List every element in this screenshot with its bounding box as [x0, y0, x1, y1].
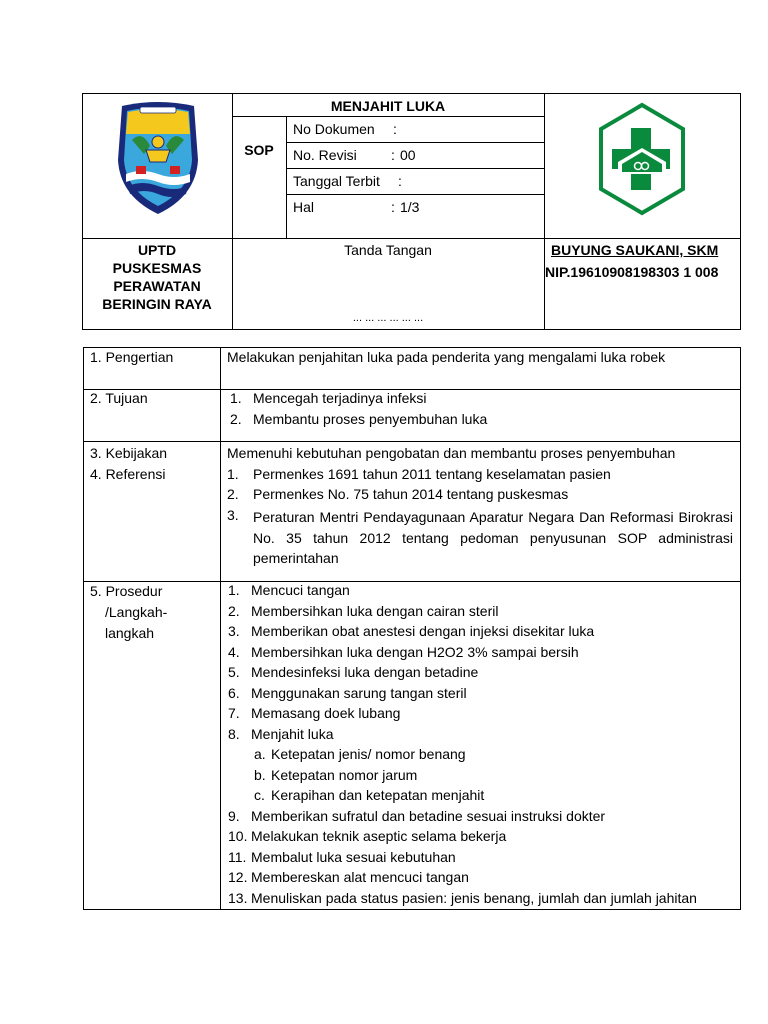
prosedur-item [228, 642, 738, 663]
prosedur-item-number: 5. [228, 664, 240, 680]
prosedur-item-number: 13. [228, 889, 248, 906]
field-hal-sep: : [391, 199, 395, 215]
header-divider [286, 168, 544, 169]
section-label-kebijakan: 3. Kebijakan [90, 445, 168, 461]
body-divider [220, 347, 221, 910]
prosedur-sub-item [228, 744, 738, 765]
prosedur-item-number: 3. [228, 623, 240, 639]
tujuan-num: 2. [230, 411, 242, 427]
referensi-item: Permenkes No. 75 tahun 2014 tentang puskesmas [253, 486, 569, 502]
signature-dots: ... ... ... ... ... ... [352, 312, 424, 324]
sop-label: SOP [244, 142, 274, 158]
section-label-referensi: 4. Referensi [90, 466, 166, 482]
pengertian-text: Melakukan penjahitan luka pada penderita yang mengalami luka robek [227, 349, 666, 365]
header-divider [232, 116, 544, 117]
prosedur-item-text: Memasang doek lubang [251, 705, 401, 721]
prosedur-item [228, 888, 738, 909]
kebijakan-text: Memenuhi kebutuhan pengobatan dan membantu proses penyembuhan [227, 445, 676, 461]
body-divider [83, 441, 741, 442]
field-tanggal-terbit-sep: : [398, 173, 402, 189]
prosedur-item-text: Menuliskan pada status pasien: jenis benang, jumlah dan jumlah jahitan [251, 889, 697, 906]
referensi-num: 3. [227, 507, 239, 523]
prosedur-item-number: 9. [228, 807, 240, 824]
referensi-num: 1. [227, 466, 239, 482]
prosedur-sub-item [228, 765, 738, 786]
prosedur-item-number: 7. [228, 705, 240, 721]
section-label-prosedur: 5. Prosedur [90, 583, 163, 599]
prosedur-item-text: Membersihkan luka dengan cairan steril [251, 602, 499, 619]
prosedur-item-number: 10. [228, 828, 248, 844]
prosedur-item-text: Ketepatan jenis/ nomor benang [271, 746, 466, 762]
prosedur-item-number: c. [254, 787, 265, 803]
prosedur-item-number: 4. [228, 643, 240, 660]
section-label-tujuan: 2. Tujuan [90, 390, 148, 406]
tujuan-num: 1. [230, 390, 242, 406]
tujuan-item: Membantu proses penyembuhan luka [253, 411, 488, 427]
header-divider [82, 238, 741, 239]
prosedur-item-text: Menggunakan sarung tangan steril [251, 684, 467, 701]
signature-label: Tanda Tangan [344, 242, 432, 258]
header-divider [286, 116, 287, 238]
prosedur-item-number: b. [254, 766, 266, 783]
prosedur-item-text: Kerapihan dan ketepatan menjahit [271, 787, 485, 803]
field-no-dokumen-sep: : [393, 121, 397, 137]
referensi-item: Permenkes 1691 tahun 2011 tentang keselamatan pasien [253, 466, 611, 482]
section-label-pengertian: 1. Pengertian [90, 349, 174, 365]
prosedur-item [228, 580, 738, 601]
field-hal-value: 1/3 [400, 199, 420, 215]
prosedur-item-number: 12. [228, 869, 248, 885]
prosedur-item-text: Mendesinfeksi luka dengan betadine [251, 664, 479, 680]
header-divider [286, 142, 544, 143]
prosedur-item-number: 11. [228, 848, 247, 865]
prosedur-item [228, 662, 738, 683]
org-name-line: PERAWATAN [113, 278, 201, 294]
document-title: MENJAHIT LUKA [330, 98, 446, 114]
prosedur-item-number: 6. [228, 684, 240, 701]
prosedur-item [228, 847, 738, 868]
header-divider [544, 93, 545, 330]
tujuan-item: Mencegah terjadinya infeksi [253, 390, 427, 406]
prosedur-item-text: Memberikan sufratul dan betadine sesuai instruksi dokter [251, 807, 606, 824]
field-no-revisi-label: No. Revisi [293, 147, 357, 163]
head-nip: NIP.19610908198303 1 008 [545, 264, 719, 280]
puskesmas-logo [598, 102, 686, 217]
prosedur-item-number: 2. [228, 602, 240, 619]
prosedur-item [228, 601, 738, 622]
prosedur-item [228, 806, 738, 827]
prosedur-item-text: Menjahit luka [251, 725, 334, 742]
field-tanggal-terbit-label: Tanggal Terbit [293, 173, 380, 189]
prosedur-item-number: 1. [228, 582, 240, 598]
header-divider [286, 194, 544, 195]
header-divider [232, 93, 233, 330]
field-no-revisi-sep: : [391, 147, 395, 163]
prosedur-item-text: Membalut luka sesuai kebutuhan [251, 848, 456, 865]
prosedur-item-text: Membereskan alat mencuci tangan [251, 869, 469, 885]
section-label-prosedur: langkah [105, 625, 155, 641]
prosedur-item-number: 8. [228, 725, 240, 742]
prosedur-item-text: Memberikan obat anestesi dengan injeksi disekitar luka [251, 623, 595, 639]
regional-emblem-logo [112, 100, 204, 218]
prosedur-sub-item [228, 785, 738, 806]
prosedur-item [228, 867, 738, 888]
prosedur-item [228, 724, 738, 745]
prosedur-item-text: Ketepatan nomor jarum [271, 766, 418, 783]
prosedur-item-text: Melakukan teknik aseptic selama bekerja [251, 828, 507, 844]
prosedur-item [228, 826, 738, 847]
prosedur-list [228, 580, 738, 908]
prosedur-item-text: Membersihkan luka dengan H2O2 3% sampai bersih [251, 643, 579, 660]
prosedur-item-text: Mencuci tangan [251, 582, 350, 598]
referensi-num: 2. [227, 486, 239, 502]
org-name-line: UPTD [137, 242, 177, 258]
org-name-line: PUSKESMAS [112, 260, 202, 276]
prosedur-item [228, 621, 738, 642]
head-name: BUYUNG SAUKANI, SKM [551, 242, 719, 258]
field-no-revisi-value: 00 [400, 147, 416, 163]
org-name-line: BERINGIN RAYA [102, 296, 212, 312]
referensi-item: Peraturan Mentri Pendayagunaan Aparatur Negara Dan Reformasi Birokrasi No. 35 tahun 2012 tentang pedoman penyusunan SOP administrasi pemerintahan [253, 509, 733, 566]
prosedur-item [228, 703, 738, 724]
field-hal-label: Hal [293, 199, 315, 215]
field-no-dokumen-label: No Dokumen [293, 121, 375, 137]
prosedur-item [228, 683, 738, 704]
prosedur-item-number: a. [254, 746, 266, 762]
section-label-prosedur: /Langkah- [105, 604, 168, 620]
